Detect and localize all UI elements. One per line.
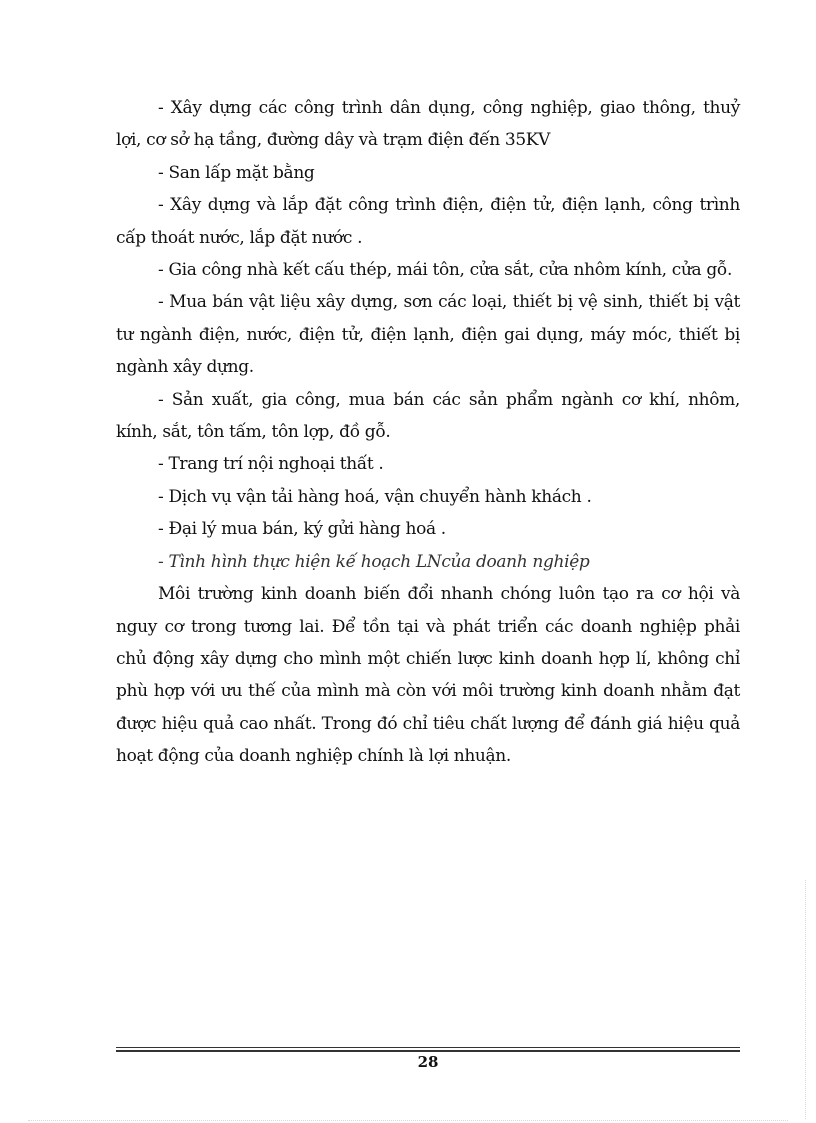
page-edge-dotted-line-vertical [805,880,806,1119]
business-line-construction: - Xây dựng các công trình dân dụng, công nghiệp, giao thông, thuỷ lợi, cơ sở hạ tầng, đường dây và trạm điện đến 35KV [116,98,740,151]
business-line-materials-trading: - Mua bán vật liệu xây dựng, sơn các loại, thiết bị vệ sinh, thiết bị vật tư ngành điện, nước, điện tử, điện lạnh, điện gai dụng, máy móc, thiết bị ngành xây dựng. [116,292,740,378]
page-number: 28 [417,1053,439,1071]
business-line-transport-services: - Dịch vụ vận tải hàng hoá, vận chuyển hành khách . [158,486,592,507]
business-line-electrical-installation: - Xây dựng và lắp đặt công trình điện, điện tử, điện lạnh, công trình cấp thoát nước, lắp đặt nước . [116,195,740,248]
body-paragraph-business-environment: Môi trường kinh doanh biến đổi nhanh chóng luôn tạo ra cơ hội và nguy cơ trong tương lai. Để tồn tại và phát triển các doanh nghiệp phải chủ động xây dựng cho mình một chiến lược kinh doanh hợp lí, không chỉ phù hợp với ưu thế của mình mà còn với môi trường kinh doanh nhằm đạt được hiệu quả cao nhất. Trong đó chỉ tiêu chất lượng để đánh giá hiệu quả hoạt động của doanh nghiệp chính là lợi nhuận. [116,584,740,767]
page-edge-dotted-line [28,1120,788,1121]
business-line-manufacturing: - Sản xuất, gia công, mua bán các sản phẩm ngành cơ khí, nhôm, kính, sắt, tôn tấm, tôn lợp, đồ gỗ. [116,389,740,443]
business-line-agency: - Đại lý mua bán, ký gửi hàng hoá . [158,519,446,540]
section-heading-profit-plan: - Tình hình thực hiện kế hoạch LNcủa doanh nghiệp [158,551,590,572]
business-line-land-leveling: - San lấp mặt bằng [158,162,315,183]
business-line-interior-decoration: - Trang trí nội nghoại thất . [158,454,384,475]
footer-rule [116,1047,740,1052]
page-body [116,92,740,773]
business-line-steel-fabrication: - Gia công nhà kết cấu thép, mái tôn, cửa sắt, cửa nhôm kính, cửa gỗ. [158,260,733,281]
